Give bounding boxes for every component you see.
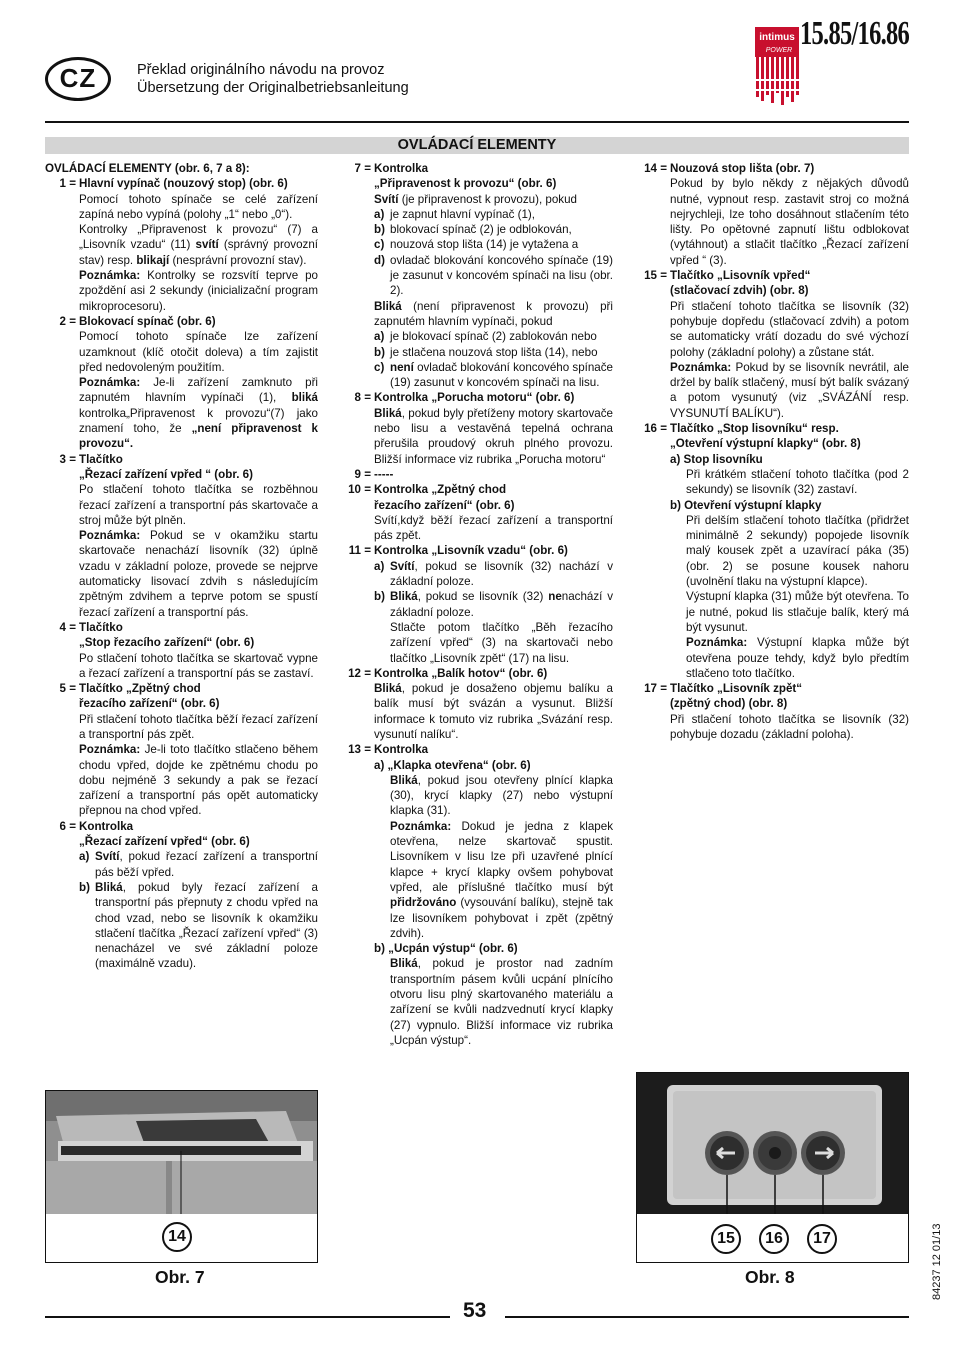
item-text: Kontrolky „Připravenost k provozu“ (7) a „Lisovník vzadu“ (11) svítí (správný provozní stav) resp. blikají (nesprávní provozní stav). — [79, 223, 318, 267]
item-17 — [636, 681, 909, 742]
item-title: Blokovací spínač (obr. 6) — [79, 314, 216, 328]
item-text: Svítí,když běží řezací zařízení a transportní pás zpět. — [374, 513, 613, 543]
item-text: Stlačte potom tlačítko „Běh řezacího zařízení vpřed“ (3) na skartovači nebo tlačítko „Lisovník zpět“ (17) na lisu. — [390, 620, 613, 665]
column-3 — [636, 161, 909, 742]
item-note: Poznámka: Je-li zařízení zamknuto při zapnutém hlavním vypínači (1), bliká kontrolka„Připravenost k provozu“(7) jako znamení toho, že „není připravenost k provozu“. — [79, 376, 318, 451]
item-title: Kontrolka — [79, 819, 134, 833]
sub-item-b: b) blokovací spínač (2) je odblokován, — [374, 223, 572, 237]
item-title: řezacího zařízení“ (obr. 6) — [374, 498, 515, 512]
item-number: 1 = — [59, 177, 76, 191]
item-title: ----- — [374, 467, 394, 481]
language-code: CZ — [59, 63, 97, 94]
item-title: Kontrolka „Zpětný chod — [374, 483, 507, 497]
figure-7 — [45, 1090, 318, 1263]
item-title: (stlačovací zdvih) (obr. 8) — [670, 284, 809, 298]
sub-item-a: a) Svítí, pokud se lisovník (32) nachází v základní poloze. — [374, 559, 613, 589]
item-8 — [340, 390, 613, 466]
item-text: Bliká, pokud je dosaženo objemu balíku a balík musí být svázán a vysunut. Bližší informace k tomuto viz rubrika „Svázání resp. vysunutí nalíku“. — [374, 682, 613, 741]
item-number: 5 = — [59, 682, 76, 696]
sub-item-b: b) Bliká, pokud byly řezací zařízení a transportní pás přepnuty z chodu vpřed na chod vzad, nebo se lisovník k okamžiku stlačení tlačítka „Řezací zařízení vpřed“ (3) nenacházel ve své základní poloze (maximálně vzadu). — [79, 880, 318, 971]
item-number: 17 = — [644, 682, 667, 696]
item-text: Při stlačení tohoto tlačítka se lisovník (32) pohybuje dozadu (základní poloha). — [670, 712, 909, 741]
header-subtitles — [137, 61, 409, 97]
item-title: Tlačítko — [79, 620, 123, 634]
figure-8-caption: Obr. 8 — [745, 1267, 795, 1287]
item-note: Poznámka: Výstupní klapka může být otevřena pouze tehdy, když bylo předtím stlačeno toto tlačítko. — [686, 636, 909, 680]
item-text: Bliká, pokud je prostor nad zadním transportním pásem kvůli ucpání plnícího otvoru lisu plný skartovaného materiálu a zařízení se kvůli nadzvednutí krycí klapky (27) vypnulo. Bližší informace viz rubrika „Ucpán výstup“. — [390, 957, 613, 1047]
item-title: Tlačítko „Stop lisovníku“ resp. — [670, 422, 839, 436]
item-number: 11 = — [348, 544, 371, 558]
item-number: 7 = — [354, 162, 371, 175]
item-title: Hlavní vypínač (nouzový stop) (obr. 6) — [79, 177, 288, 191]
sub-item-a: a) je blokovací spínač (2) zablokován nebo — [374, 330, 597, 344]
sub-title: a) „Klapka otevřena“ (obr. 6) — [374, 758, 531, 772]
item-title: „Otevření výstupní klapky“ (obr. 8) — [670, 437, 861, 451]
figure-8 — [636, 1072, 909, 1263]
item-number: 10 = — [348, 483, 371, 497]
item-6 — [45, 819, 318, 972]
sub-item-c: c) není ovladač blokování koncového spínače (19) zasunut v koncovém spínači na lisu. — [374, 360, 614, 390]
item-9 — [340, 467, 613, 482]
item-7 — [340, 161, 613, 390]
control-buttons-photo — [637, 1073, 908, 1214]
item-text: Při stlačení tohoto tlačítka se lisovník (32) pohybuje dopředu (stlačovací zdvih) a potom se automaticky vrátí dozadu do své výchozí polohy (základní polohy) a zůstane stát. — [670, 299, 909, 359]
item-1 — [45, 176, 318, 314]
figure-7-caption: Obr. 7 — [155, 1267, 205, 1287]
header-line-2: Übersetzung der Originalbetriebsanleitung — [137, 80, 409, 96]
item-2 — [45, 314, 318, 452]
item-note: Poznámka: Je-li toto tlačítko stlačeno během chodu vpřed, dojde ke zpětnému chodu po dobu nejméně 3 sekundy a pak se řezací zařízení a transportní pás opět automaticky přepnou na chod vpřed. — [79, 743, 318, 818]
item-title: Nouzová stop lišta (obr. 7) — [670, 162, 815, 175]
sub-item-a: a) Svítí, pokud řezací zařízení a transportní pás běží vpřed. — [79, 850, 318, 879]
item-text: Bliká, pokud jsou otevřeny plnící klapka (30), krycí klapky (27) nebo výstupní klapka (31). — [390, 773, 613, 818]
item-11 — [340, 543, 613, 665]
callout-14: 14 — [162, 1222, 192, 1252]
item-number: 8 = — [354, 391, 371, 405]
item-title: řezacího zařízení“ (obr. 6) — [79, 697, 220, 711]
item-number: 14 = — [644, 162, 667, 175]
item-text: Při delším stlačení tohoto tlačítka (přidržet minimálně 2 sekundy) popojede lisovník malý kousek zpět a uzavírací páka (35) (obr. 2) se posune kousek nahoru (uvolnění tlaku na výstupní klapce). — [686, 513, 909, 589]
item-title: Tlačítko — [79, 452, 123, 466]
item-note: Poznámka: Dokud je jedna z klapek otevřena, nelze skartovač spustit. Lisovníkem v lisu lze při uzavřené plnící klapce + krycí klapky ovšem pohybovat vpřed, ale příslušné tlačítko musí být přidržováno (vysouvání balíku), stejně tak lze lisovníkem pohybovat i zpět (zpětný zdvih). — [390, 819, 613, 940]
item-title: Tlačítko „Zpětný chod — [79, 682, 201, 696]
callout-15: 15 — [711, 1224, 741, 1254]
item-3 — [45, 452, 318, 620]
item-text: Pomocí tohoto spínače se celé zařízení zapíná nebo vypíná (polohy „1“ nebo „0“). — [79, 192, 318, 221]
item-number: 3 = — [59, 452, 76, 466]
document-code: 84237 12 01/13 — [931, 1223, 943, 1300]
item-number: 12 = — [348, 666, 371, 680]
footer-rule-left — [45, 1316, 450, 1318]
item-title: Kontrolka „Porucha motoru“ (obr. 6) — [374, 391, 575, 405]
item-note: Poznámka: Kontrolky se rozsvítí teprve po zpoždění asi 2 sekundy (inicializační program mikroprocesoru). — [79, 269, 318, 313]
sub-item-b: b) je stlačena nouzová stop lišta (14), nebo — [374, 345, 598, 359]
item-number: 16 = — [644, 422, 667, 436]
item-number: 13 = — [348, 743, 371, 757]
item-title: (zpětný chod) (obr. 8) — [670, 697, 788, 711]
item-text: Výstupní klapka (31) může být otevřena. To je nutné, pokud lis stlačuje balík, který má být vysunut. — [686, 590, 909, 634]
column-1 — [45, 161, 318, 972]
logo-brand-sub: POWER — [765, 47, 793, 54]
sub-item-d: d) ovladač blokování koncového spínače (19) je zasunut v koncovém spínači na lisu (obr. 2). — [374, 253, 613, 298]
item-text: Po stlačení tohoto tlačítka se rozběhnou řezací zařízení a transportní pás skartovače a stroj může být plněn. — [79, 483, 318, 527]
item-text: Pokud by bylo někdy z nějakých důvodů nutné, vypnout resp. zastavit stroj co možná nejrychleji, lze toho dosáhnout stlačením této lišty. Po opětovné zapnutí lištu odblokovat (vytáhnout) a stlačit tlačítko „Řezací zařízení vpřed “ (3). — [670, 177, 909, 267]
logo-brand: intimus — [759, 32, 795, 43]
item-text: Při stlačení tohoto tlačítka běží řezací zařízení a transportní pás zpět. — [79, 712, 318, 741]
sub-title: a) Stop lisovníku — [670, 452, 763, 466]
item-number: 15 = — [644, 269, 667, 283]
footer-rule-right — [505, 1316, 909, 1318]
item-12 — [340, 666, 613, 742]
item-title: „Připravenost k provozu“ (obr. 6) — [374, 177, 557, 191]
item-text: Bliká (není připravenost k provozu) při zapnutém hlavním vypínači, pokud — [374, 299, 613, 328]
sub-item-a: a) je zapnut hlavní vypínač (1), — [374, 207, 536, 221]
item-text: Svítí (je připravenost k provozu), pokud — [374, 192, 577, 206]
section-title: OVLÁDACÍ ELEMENTY — [45, 137, 909, 154]
item-13 — [340, 742, 613, 1048]
language-badge — [45, 57, 111, 101]
item-note: Poznámka: Pokud by se lisovník nevrátil, ale držel by balík stlačený, musí být balík svázaný a potom vysunutý (viz „SVÁZÁNÍ resp. VYSUNUTÍ BALÍKU“). — [670, 360, 909, 420]
item-text: Pomocí tohoto spínače lze zařízení uzamknout (klíč otočit doleva) a tím zajistit před nedovoleným použitím. — [79, 330, 318, 374]
item-title: „Stop řezacího zařízení“ (obr. 6) — [79, 636, 255, 650]
item-title: Tlačítko „Lisovník zpět“ — [670, 682, 803, 696]
item-note: Poznámka: Pokud se v okamžiku startu skartovače nenachází lisovník (32) úplně vzadu v základní poloze, provede se nejprve automaticky lisovací zdvih s následujícím zpětným zdvihem a teprve potom se spustí řezací zařízení a transportní pás. — [79, 529, 318, 619]
item-15 — [636, 268, 909, 421]
model-number: 15.85/16.86 — [800, 15, 910, 52]
item-title: Kontrolka — [374, 743, 429, 757]
item-5 — [45, 681, 318, 819]
item-number: 4 = — [59, 620, 76, 634]
callout-17: 17 — [807, 1224, 837, 1254]
header-line-1: Překlad originálního návodu na provoz — [137, 62, 385, 78]
item-14 — [636, 161, 909, 268]
item-4 — [45, 620, 318, 681]
item-number: 2 = — [59, 314, 76, 328]
intimus-logo — [755, 27, 799, 107]
header-rule — [45, 121, 909, 123]
item-title: „Řezací zařízení vpřed“ (obr. 6) — [79, 835, 250, 849]
item-10 — [340, 482, 613, 543]
sub-item-c: c) nouzová stop lišta (14) je vytažena a — [374, 238, 579, 252]
item-16 — [636, 421, 909, 681]
item-number: 9 = — [354, 467, 371, 481]
emergency-stop-bar-photo — [46, 1091, 317, 1214]
item-title: Kontrolka „Lisovník vzadu“ (obr. 6) — [374, 544, 568, 558]
item-title: „Řezací zařízení vpřed “ (obr. 6) — [79, 467, 253, 481]
page-number: 53 — [463, 1299, 487, 1322]
item-title: Kontrolka „Balík hotov“ (obr. 6) — [374, 666, 548, 680]
item-title: Kontrolka — [374, 162, 429, 175]
callout-16: 16 — [759, 1224, 789, 1254]
sub-item-b: b) Bliká, pokud se lisovník (32) nenachází v základní poloze. — [374, 590, 614, 619]
intro-heading: OVLÁDACÍ ELEMENTY (obr. 6, 7 a 8): — [45, 162, 250, 175]
sub-title: b) „Ucpán výstup“ (obr. 6) — [374, 942, 518, 956]
item-text: Při krátkém stlačení tohoto tlačítka (pod 2 sekundy) se lisovník (32) zastaví. — [686, 467, 909, 497]
sub-title: b) Otevření výstupní klapky — [670, 498, 822, 512]
item-text: Po stlačení tohoto tlačítka se skartovač vypne a řezací zařízení a transportní pás se zastaví. — [79, 651, 318, 680]
item-text: Bliká, pokud byly přetíženy motory skartovače nebo lisu a vestavěná tepelná ochrana přerušila proudový okruh plného provozu. Bližší informace viz rubrika „Porucha motoru“ — [374, 406, 613, 466]
column-2 — [340, 161, 613, 1048]
item-title: Tlačítko „Lisovník vpřed“ — [670, 269, 811, 283]
item-number: 6 = — [59, 819, 76, 833]
